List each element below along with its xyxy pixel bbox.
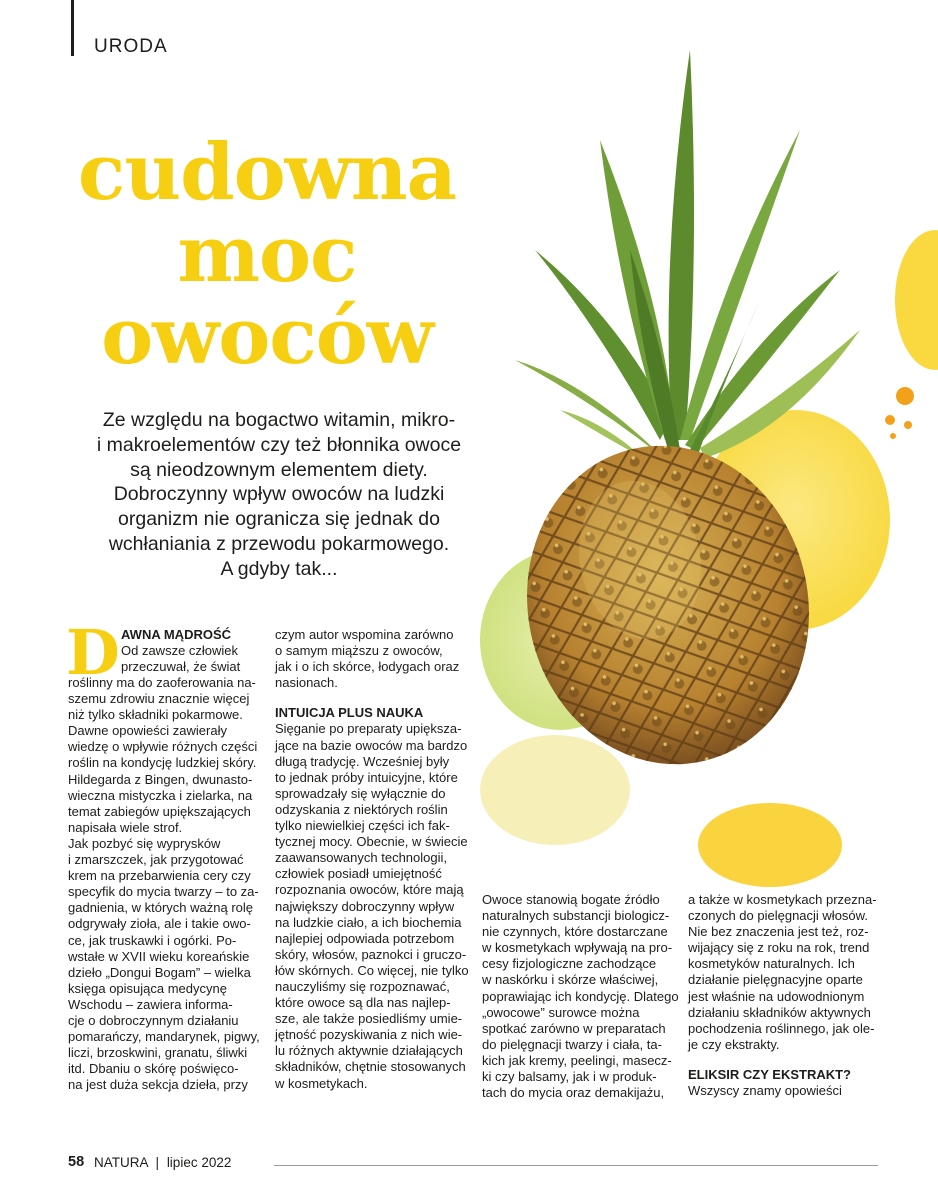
text-line: szemu zdrowiu znacznie więcej bbox=[68, 691, 250, 707]
text-line: największy dobroczynny wpływ bbox=[275, 898, 455, 914]
text-line: temat zabiegów upiększających bbox=[68, 803, 251, 819]
text-line: wijający się z roku na rok, trend bbox=[688, 940, 870, 956]
text-line: czonych do pielęgnacji włosów. bbox=[688, 908, 868, 924]
text-line: gadnienia, w których ważną rolę bbox=[68, 900, 253, 916]
title-line: moc bbox=[177, 209, 357, 300]
text-line: jętność pozyskiwania z nich wie- bbox=[275, 1027, 463, 1043]
issue-date: lipiec 2022 bbox=[166, 1155, 232, 1170]
text-line: „owocowe” surowce można bbox=[482, 1004, 640, 1020]
text-line: naturalnych substancji biologicz- bbox=[482, 908, 670, 924]
text-line: na jest duża sekcja dzieła, przy bbox=[68, 1077, 248, 1093]
text-line: działanie pielęgnacyjne oparte bbox=[688, 972, 863, 988]
text-line: na ludzkie ciało, a ich biochemia bbox=[275, 914, 462, 930]
text-line: wstałe w XVII wieku koreańskie bbox=[68, 948, 250, 964]
text-line: jące na bazie owoców ma bardzo bbox=[275, 737, 468, 753]
text-line: wieczna mistyczka i zielarka, na bbox=[68, 787, 253, 803]
text-line: sze, ale także posiedliśmy umie- bbox=[275, 1011, 463, 1027]
text-line: Wschodu – zawiera informa- bbox=[68, 996, 233, 1012]
text-line: w kosmetykach wpływają na pro- bbox=[482, 940, 673, 956]
section-heading: AWNA MĄDROŚĆ bbox=[121, 627, 232, 642]
lead-line: A gdyby tak... bbox=[220, 557, 338, 580]
text-line: nasionach. bbox=[275, 675, 338, 691]
text-line: pomarańczy, mandarynek, pigwy, bbox=[68, 1029, 260, 1045]
orange-dot bbox=[896, 387, 914, 405]
text-line: odgrywały zioła, ale i takie owo- bbox=[68, 916, 251, 932]
text-line: Hildegarda z Bingen, dwunasto- bbox=[68, 771, 253, 787]
lead-line: Ze względu na bogactwo witamin, mikro- bbox=[102, 409, 456, 431]
text-line: Wszyscy znamy opowieści bbox=[688, 1083, 842, 1099]
section-label: URODA bbox=[94, 36, 168, 57]
text-line: itd. Dbaniu o skórę poświęco- bbox=[68, 1061, 239, 1077]
text-line: kosmetyków naturalnych. Ich bbox=[688, 956, 855, 972]
text-line: Owoce stanowią bogate źródło bbox=[482, 892, 660, 907]
text-line: tach do mycia oraz demakijażu, bbox=[482, 1085, 665, 1101]
text-line: przeczuwał, że świat bbox=[121, 659, 241, 675]
title-line: cudowna bbox=[77, 127, 457, 218]
article-column-3 bbox=[482, 892, 679, 1101]
title-line: owoców bbox=[101, 291, 433, 382]
text-line: w kosmetykach. bbox=[275, 1075, 368, 1091]
text-line: tylko niewielkiej części ich fak- bbox=[275, 818, 450, 834]
text-line: tycznej mocy. Obecnie, w świecie bbox=[275, 834, 468, 850]
orange-dot bbox=[885, 415, 895, 425]
text-line: odzyskania z niektórych roślin bbox=[275, 801, 448, 817]
text-line: roślin na kondycję ludzkiej skóry. bbox=[68, 755, 257, 771]
text-line: o samym miąższu z owoców, bbox=[275, 643, 443, 659]
text-line: spotkać zarówno w preparatach bbox=[482, 1020, 666, 1036]
page-number: 58 bbox=[68, 1154, 85, 1170]
text-line: napisała wiele strof. bbox=[68, 819, 183, 835]
text-line: jest właśnie na udowodnionym bbox=[688, 988, 865, 1004]
text-line: je czy ekstrakty. bbox=[688, 1036, 780, 1052]
text-line: jak i o ich skórce, łodygach oraz bbox=[275, 659, 460, 675]
text-line: Dawne opowieści zawierały bbox=[68, 723, 227, 739]
text-line: Sięganie po preparaty upiększa- bbox=[275, 721, 462, 737]
text-line: ki czy balsamy, jak i w produk- bbox=[482, 1069, 657, 1085]
text-line: dzieło „Dongui Bogam” – wielka bbox=[68, 964, 251, 980]
text-line: zaawansowanych technologii, bbox=[275, 850, 447, 866]
text-line: w naskórku i skórze właściwej, bbox=[482, 972, 659, 988]
text-line: rozpoznania owoców, które mają bbox=[275, 882, 464, 898]
article-column-1 bbox=[68, 675, 260, 1093]
drop-cap: D bbox=[66, 616, 120, 689]
text-line: Od zawsze człowiek bbox=[121, 643, 239, 659]
text-line: które owoce są dla nas najlep- bbox=[275, 995, 451, 1011]
text-line: pochodzenia roślinnego, jak ole- bbox=[688, 1020, 875, 1036]
text-line: niż tylko składniki pokarmowe. bbox=[68, 707, 243, 723]
orange-dot bbox=[890, 433, 896, 439]
text-line: łów skórnych. Co więcej, nie tylko bbox=[275, 962, 469, 978]
orange-dot bbox=[904, 421, 912, 429]
publication-name: NATURA bbox=[94, 1155, 148, 1170]
lead-line: są nieodzownym elementem diety. bbox=[130, 458, 428, 481]
text-line: i zmarszczek, jak przygotować bbox=[68, 852, 244, 868]
section-heading: INTUICJA PLUS NAUKA bbox=[275, 705, 424, 721]
yellow-wash-edge bbox=[895, 230, 938, 370]
footer-rule bbox=[274, 1165, 878, 1166]
text-line: poprawiając ich kondycję. Dlatego bbox=[482, 988, 679, 1004]
article-col1-head bbox=[121, 627, 240, 675]
text-line: do pielęgnacji twarzy i ciała, ta- bbox=[482, 1036, 662, 1052]
footer-publication bbox=[94, 1155, 231, 1170]
text-line: roślinny ma do zaoferowania na- bbox=[68, 675, 256, 690]
text-line: krem na przebarwienia cery czy bbox=[68, 868, 251, 884]
text-line: sprowadzały się wyłącznie do bbox=[275, 785, 446, 801]
lead-paragraph bbox=[44, 408, 514, 582]
text-line: Nie bez znaczenia jest też, roz- bbox=[688, 924, 869, 940]
section-rule bbox=[71, 0, 74, 56]
footer-separator: | bbox=[155, 1155, 160, 1170]
text-line: nauczyliśmy się rozpoznawać, bbox=[275, 978, 450, 994]
text-line: wiedzę o wpływie różnych części bbox=[68, 739, 258, 755]
lead-line: organizm nie ogranicza się jednak do bbox=[118, 508, 440, 531]
text-line: to jednak próby intuicyjne, które bbox=[275, 769, 458, 785]
text-line: cje o dobroczynnym działaniu bbox=[68, 1012, 239, 1028]
yellow-blob-bottom-right bbox=[698, 803, 842, 887]
text-line: człowiek posiadł umiejętność bbox=[275, 866, 442, 882]
article-column-2 bbox=[275, 627, 469, 1092]
text-line: działaniu składników aktywnych bbox=[688, 1004, 871, 1020]
text-line: księga opisująca medycynę bbox=[68, 980, 227, 996]
text-line: liczi, brzoskwini, granatu, śliwki bbox=[68, 1045, 248, 1061]
text-line: nie czynnych, które dostarczane bbox=[482, 924, 668, 940]
text-line: najlepiej odpowiada potrzebom bbox=[275, 930, 455, 946]
text-line: specyfik do mycia twarzy – to za- bbox=[68, 884, 259, 900]
pineapple-crown bbox=[515, 50, 860, 462]
text-line: skóry, włosów, paznokci i gruczo- bbox=[275, 946, 467, 962]
yellow-wash-bottom bbox=[480, 735, 630, 845]
text-line: Jak pozbyć się wyprysków bbox=[68, 835, 221, 851]
text-line: lu różnych aktywnie działających bbox=[275, 1043, 463, 1059]
page-title bbox=[40, 127, 494, 382]
text-line: ce, jak truskawki i ogórki. Po- bbox=[68, 932, 237, 948]
text-line: czym autor wspomina zarówno bbox=[275, 627, 454, 642]
text-line: długą tradycję. Wcześniej były bbox=[275, 753, 450, 769]
text-line: kich jak kremy, peelingi, masecz- bbox=[482, 1052, 672, 1068]
text-line: cesy fizjologiczne zachodzące bbox=[482, 956, 657, 972]
section-heading: ELIKSIR CZY EKSTRAKT? bbox=[688, 1066, 851, 1082]
text-line: a także w kosmetykach przezna- bbox=[688, 892, 877, 907]
article-column-4 bbox=[688, 892, 877, 1099]
lead-line: wchłaniania z przewodu pokarmowego. bbox=[108, 532, 450, 555]
lead-line: i makroelementów czy też błonnika owoce bbox=[96, 433, 462, 456]
lead-line: Dobroczynny wpływ owoców na ludzki bbox=[113, 483, 445, 506]
text-line: składników, chętnie stosowanych bbox=[275, 1059, 466, 1075]
